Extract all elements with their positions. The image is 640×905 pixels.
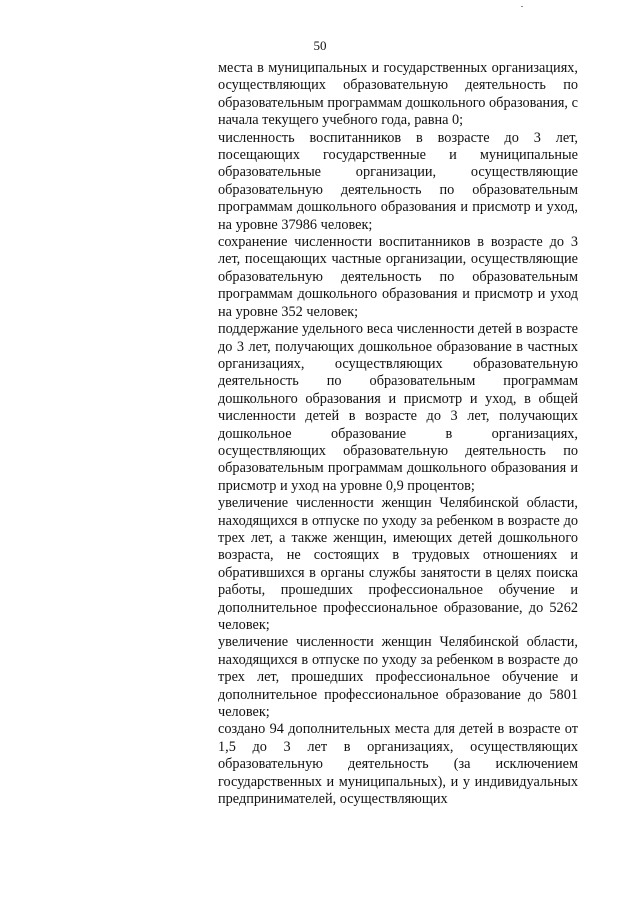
paragraph-women-training-5262: увеличение численности женщин Челябинской области, находящихся в отпуске по уходу за ребенком в возрасте до трех лет, а также женщин, имеющих детей дошкольного возраста, не состоящих в трудовых отношениях и обратившихся в органы службы занятости в целях поиска работы, прошедших профессиональное обучение и дополнительное профессиональное образование, до 5262 человек; — [218, 495, 578, 633]
document-body — [218, 60, 578, 808]
paragraph-private-share: поддержание удельного веса численности детей в возрасте до 3 лет, получающих дошкольное образование в частных организациях, осуществляющих образовательную деятельность по образовательным программам дошкольного образования и присмотр и уход, в общей численности детей в возрасте до 3 лет, получающих дошкольное образование в организациях, осуществляющих образовательную деятельность по образовательным программам дошкольного образования и присмотр и уход на уровне 0,9 процентов; — [218, 321, 578, 494]
paragraph-state-municipal-attendance: численность воспитанников в возрасте до 3 лет, посещающих государственные и муниципальные образовательные организации, осуществляющие образовательную деятельность по образовательным программам дошкольного образования и присмотр и уход, на уровне 37986 человек; — [218, 129, 578, 233]
paragraph-private-attendance: сохранение численности воспитанников в возрасте до 3 лет, посещающих частные организации, осуществляющие образовательную деятельность по образовательным программам дошкольного образования и присмотр и уход на уровне 352 человек; — [218, 234, 578, 320]
paragraph-women-training-5801: увеличение численности женщин Челябинской области, находящихся в отпуске по уходу за ребенком в возрасте до трех лет, прошедших профессиональное обучение и дополнительное профессиональное образование до 5801 человек; — [218, 634, 578, 721]
paragraph-additional-places: создано 94 дополнительных места для детей в возрасте от 1,5 до 3 лет в организациях, осуществляющих образовательную деятельность (за исключением государственных и муниципальных), и у индивидуальных предпринимателей, осуществляющих — [218, 721, 578, 808]
scan-artifact-dot — [521, 6, 523, 7]
paragraph-places-availability: места в муниципальных и государственных организациях, осуществляющих образовательную деятельность по образовательным программам дошкольного образования, с начала текущего учебного года, равна 0; — [218, 60, 578, 129]
page-number: 50 — [313, 38, 327, 53]
